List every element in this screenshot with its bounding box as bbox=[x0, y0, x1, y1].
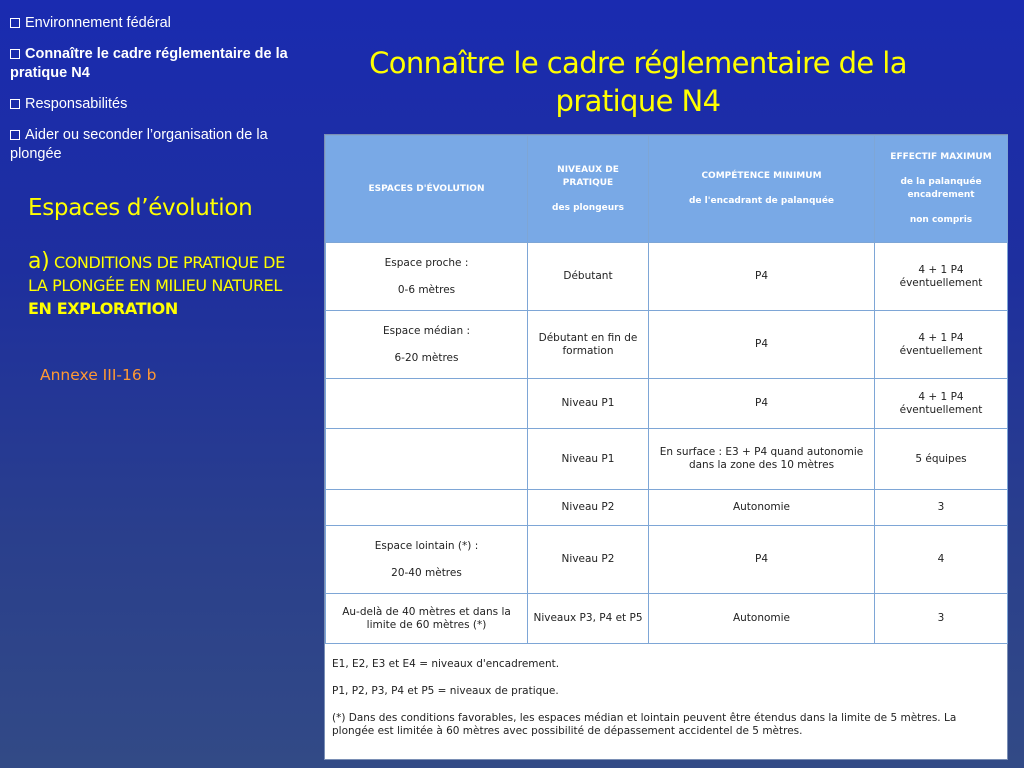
cell-niveau: Niveau P2 bbox=[528, 526, 649, 594]
cell-effectif: 3 bbox=[875, 594, 1008, 644]
table-notes bbox=[325, 644, 1007, 738]
table-row bbox=[326, 311, 1008, 379]
note-pratique: P1, P2, P3, P4 et P5 = niveaux de pratique. bbox=[332, 685, 559, 697]
table-row bbox=[326, 490, 1008, 526]
cell-niveau: Niveau P1 bbox=[528, 429, 649, 490]
conditions-heading bbox=[28, 250, 308, 320]
conditions-strong: EN EXPLORATION bbox=[28, 299, 178, 318]
checkbox-icon bbox=[10, 99, 20, 109]
cell-competence: Autonomie bbox=[649, 594, 875, 644]
cell-effectif: 5 équipes bbox=[875, 429, 1008, 490]
nav-item-environnement[interactable] bbox=[10, 14, 300, 33]
cell-effectif: 4 bbox=[875, 526, 1008, 594]
checkbox-icon bbox=[10, 130, 20, 140]
section-title: Espaces d’évolution bbox=[28, 195, 253, 221]
regulation-table bbox=[325, 135, 1008, 644]
slide-title: Connaître le cadre réglementaire de la pratique N4 bbox=[369, 46, 907, 118]
cell-niveau: Débutant bbox=[528, 243, 649, 311]
table-row bbox=[326, 379, 1008, 429]
table-row bbox=[326, 243, 1008, 311]
cell-effectif: 4 + 1 P4 éventuellement bbox=[875, 379, 1008, 429]
conditions-text: CONDITIONS DE PRATIQUE DE LA PLONGÉE EN MILIEU NATUREL bbox=[28, 253, 285, 295]
cell-competence: P4 bbox=[649, 379, 875, 429]
note-encadrement: E1, E2, E3 et E4 = niveaux d'encadrement. bbox=[332, 658, 560, 670]
cell-competence: P4 bbox=[649, 243, 875, 311]
cell-competence: En surface : E3 + P4 quand autonomie dans la zone des 10 mètres bbox=[649, 429, 875, 490]
table-header-row bbox=[326, 136, 1008, 243]
cell-competence: P4 bbox=[649, 526, 875, 594]
cell-espace: Espace médian : 6-20 mètres bbox=[326, 311, 528, 379]
cell-espace: Espace lointain (*) : 20-40 mètres bbox=[326, 526, 528, 594]
cell-effectif: 4 + 1 P4 éventuellement bbox=[875, 311, 1008, 379]
cell-espace: Au-delà de 40 mètres et dans la limite de 60 mètres (*) bbox=[326, 594, 528, 644]
cell-niveau: Niveau P1 bbox=[528, 379, 649, 429]
cell-niveau: Niveaux P3, P4 et P5 bbox=[528, 594, 649, 644]
note-conditions: (*) Dans des conditions favorables, les espaces médian et lointain peuvent être étendus dans la limite de 5 mètres. La plongée est limitée à 60 mètres avec possibilité de dépassement accidentel de 5 mètres. bbox=[332, 712, 957, 737]
nav-item-label: Responsabilités bbox=[25, 96, 128, 112]
cell-espace bbox=[326, 379, 528, 429]
nav-item-label: Environnement fédéral bbox=[25, 15, 171, 31]
cell-espace bbox=[326, 490, 528, 526]
table-row bbox=[326, 429, 1008, 490]
cell-effectif: 4 + 1 P4 éventuellement bbox=[875, 243, 1008, 311]
regulation-table-frame bbox=[324, 134, 1008, 760]
cell-effectif: 3 bbox=[875, 490, 1008, 526]
annex-reference: Annexe III-16 b bbox=[40, 366, 157, 384]
section-letter: a) bbox=[28, 249, 50, 274]
cell-competence: P4 bbox=[649, 311, 875, 379]
cell-espace: Espace proche : 0-6 mètres bbox=[326, 243, 528, 311]
cell-niveau: Niveau P2 bbox=[528, 490, 649, 526]
checkbox-icon bbox=[10, 49, 20, 59]
header-niveaux: NIVEAUX DE PRATIQUE des plongeurs bbox=[528, 136, 649, 243]
nav-item-label: Aider ou seconder l’organisation de la plongée bbox=[10, 127, 268, 162]
cell-competence: Autonomie bbox=[649, 490, 875, 526]
header-competence: COMPÉTENCE MINIMUM de l'encadrant de palanquée bbox=[649, 136, 875, 243]
outline-nav bbox=[10, 14, 300, 176]
cell-espace bbox=[326, 429, 528, 490]
table-row bbox=[326, 594, 1008, 644]
nav-item-label: Connaître le cadre réglementaire de la pratique N4 bbox=[10, 46, 288, 81]
checkbox-icon bbox=[10, 18, 20, 28]
table-row bbox=[326, 526, 1008, 594]
nav-item-organisation[interactable] bbox=[10, 126, 300, 164]
header-effectif: EFFECTIF MAXIMUM de la palanquée encadrement non compris bbox=[875, 136, 1008, 243]
header-espaces: ESPACES D'ÉVOLUTION bbox=[326, 136, 528, 243]
nav-item-cadre-reglementaire[interactable] bbox=[10, 45, 300, 83]
cell-niveau: Débutant en fin de formation bbox=[528, 311, 649, 379]
nav-item-responsabilites[interactable] bbox=[10, 95, 300, 114]
